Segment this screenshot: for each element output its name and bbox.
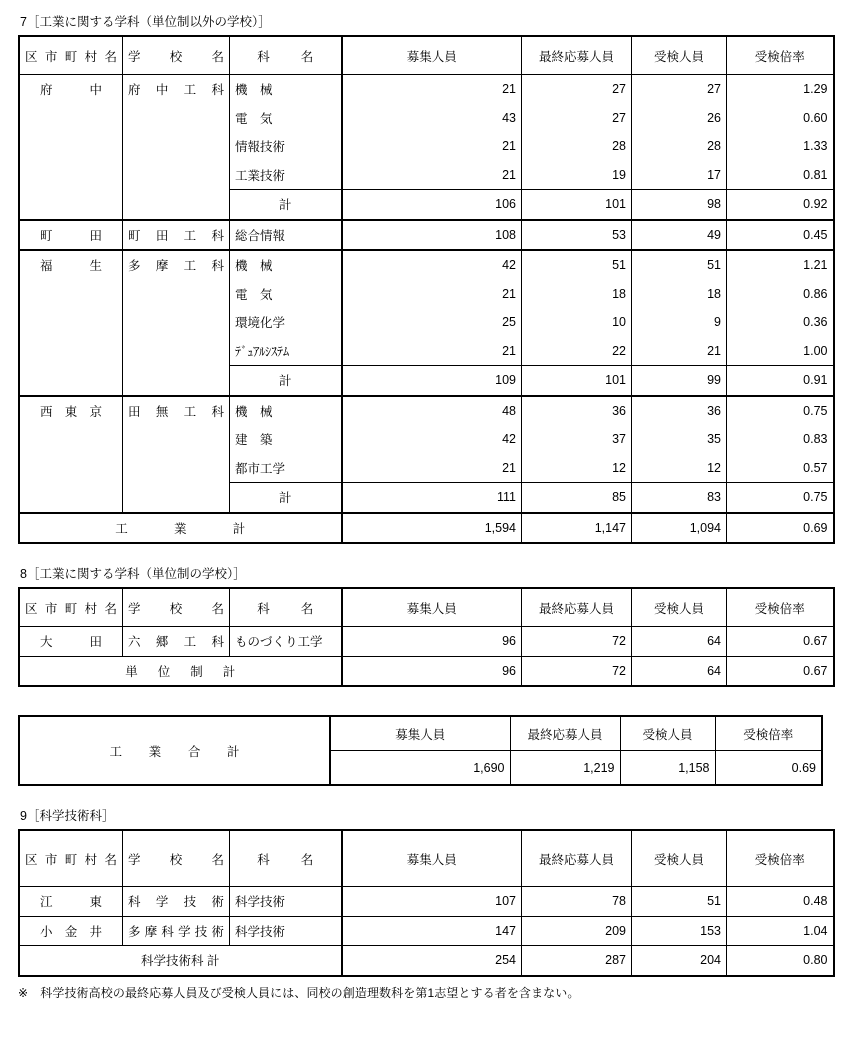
table-row	[19, 887, 834, 917]
cell-ratio: 0.67	[727, 656, 834, 686]
cell-capacity: 42	[342, 425, 522, 454]
cell-examinees: 64	[632, 656, 727, 686]
cell-capacity: 109	[342, 366, 522, 396]
cell-applicants: 53	[522, 220, 632, 251]
cell-examinees: 204	[632, 946, 727, 976]
cell-capacity: 1,594	[342, 513, 522, 544]
cell-ratio: 0.69	[727, 513, 834, 544]
header-capacity: 募集人員	[342, 36, 522, 75]
cell-applicants: 101	[522, 366, 632, 396]
cell-course-total: 計	[230, 190, 342, 220]
header-applicants: 最終応募人員	[522, 588, 632, 627]
cell-ratio: 0.60	[727, 104, 834, 133]
table-row	[19, 75, 834, 104]
cell-ratio: 0.86	[727, 280, 834, 309]
cell-examinees: 1,158	[620, 751, 715, 786]
cell-examinees: 98	[632, 190, 727, 220]
cell-ratio: 0.36	[727, 308, 834, 337]
cell-applicants: 1,147	[522, 513, 632, 544]
cell-course: 科学技術	[230, 916, 342, 946]
cell-capacity: 42	[342, 250, 522, 280]
header-ratio: 受検倍率	[727, 36, 834, 75]
cell-applicants: 27	[522, 75, 632, 104]
table-row-total	[19, 656, 834, 686]
cell-ratio: 0.83	[727, 425, 834, 454]
header-school: 学 校 名	[123, 36, 230, 75]
header-applicants: 最終応募人員	[522, 36, 632, 75]
cell-ratio: 1.00	[727, 337, 834, 366]
header-examinees: 受検人員	[632, 588, 727, 627]
section-8-title: 8［工業に関する学科（単位制の学校）］	[20, 567, 246, 581]
cell-applicants: 18	[522, 280, 632, 309]
cell-examinees: 51	[632, 250, 727, 280]
cell-school: 町 田 工 科	[123, 220, 230, 251]
header-municipality: 区市町村名	[19, 36, 123, 75]
cell-ratio: 0.48	[727, 887, 834, 917]
cell-examinees: 27	[632, 75, 727, 104]
cell-capacity: 1,690	[330, 751, 510, 786]
cell-course: 電 気	[230, 280, 342, 309]
cell-capacity: 108	[342, 220, 522, 251]
cell-course: 建 築	[230, 425, 342, 454]
header-course: 科 名	[230, 830, 342, 887]
cell-municipality: 江 東	[19, 887, 123, 917]
cell-ratio: 1.29	[727, 75, 834, 104]
header-school: 学 校 名	[123, 830, 230, 887]
cell-ratio: 1.04	[727, 916, 834, 946]
cell-ratio: 0.80	[727, 946, 834, 976]
cell-applicants: 36	[522, 396, 632, 426]
cell-examinees: 28	[632, 132, 727, 161]
cell-capacity: 21	[342, 337, 522, 366]
cell-examinees: 18	[632, 280, 727, 309]
section-9-table	[18, 829, 835, 977]
table-row	[19, 250, 834, 280]
cell-ratio: 0.69	[715, 751, 822, 786]
cell-course: 機 械	[230, 250, 342, 280]
cell-examinees: 36	[632, 396, 727, 426]
header-ratio: 受検倍率	[715, 716, 822, 751]
cell-capacity: 21	[342, 161, 522, 190]
cell-applicants: 287	[522, 946, 632, 976]
cell-ratio: 0.91	[727, 366, 834, 396]
cell-municipality: 府 中	[19, 75, 123, 220]
cell-course-total: 計	[230, 483, 342, 513]
section-7-table	[18, 35, 835, 544]
cell-course: 総合情報	[230, 220, 342, 251]
cell-examinees: 21	[632, 337, 727, 366]
cell-applicants: 72	[522, 656, 632, 686]
cell-municipality: 福 生	[19, 250, 123, 396]
cell-industrial-total-label: 工 業 合 計	[19, 716, 330, 785]
cell-school: 多 摩 工 科	[123, 250, 230, 396]
cell-examinees: 153	[632, 916, 727, 946]
cell-ratio: 0.75	[727, 483, 834, 513]
cell-school: 六 郷 工 科	[123, 627, 230, 657]
cell-ratio: 0.92	[727, 190, 834, 220]
table-header-row	[19, 830, 834, 887]
table-row-grandtotal	[19, 513, 834, 544]
cell-school: 府 中 工 科	[123, 75, 230, 220]
cell-course: 機 械	[230, 75, 342, 104]
cell-ratio: 1.21	[727, 250, 834, 280]
cell-examinees: 64	[632, 627, 727, 657]
cell-applicants: 51	[522, 250, 632, 280]
cell-course: 科学技術	[230, 887, 342, 917]
table-header-row	[19, 588, 834, 627]
table-row	[19, 627, 834, 657]
cell-applicants: 85	[522, 483, 632, 513]
cell-municipality: 大 田	[19, 627, 123, 657]
cell-ratio: 0.75	[727, 396, 834, 426]
cell-applicants: 78	[522, 887, 632, 917]
cell-examinees: 1,094	[632, 513, 727, 544]
header-examinees: 受検人員	[620, 716, 715, 751]
table-row	[19, 396, 834, 426]
cell-examinees: 49	[632, 220, 727, 251]
cell-capacity: 21	[342, 132, 522, 161]
cell-capacity: 43	[342, 104, 522, 133]
cell-grandtotal-label: 工 業 計	[19, 513, 342, 544]
cell-applicants: 1,219	[510, 751, 620, 786]
cell-capacity: 21	[342, 75, 522, 104]
cell-examinees: 26	[632, 104, 727, 133]
cell-school: 田 無 工 科	[123, 396, 230, 513]
cell-examinees: 9	[632, 308, 727, 337]
cell-course: 電 気	[230, 104, 342, 133]
header-examinees: 受検人員	[632, 830, 727, 887]
cell-school: 科 学 技 術	[123, 887, 230, 917]
cell-applicants: 12	[522, 454, 632, 483]
cell-applicants: 19	[522, 161, 632, 190]
cell-course: 工業技術	[230, 161, 342, 190]
cell-examinees: 83	[632, 483, 727, 513]
cell-total-label: 科学技術科 計	[19, 946, 342, 976]
cell-school: 多 摩 科 学 技 術	[123, 916, 230, 946]
cell-applicants: 27	[522, 104, 632, 133]
cell-capacity: 96	[342, 627, 522, 657]
industrial-total-table	[18, 715, 823, 786]
cell-course: 機 械	[230, 396, 342, 426]
cell-capacity: 25	[342, 308, 522, 337]
cell-applicants: 22	[522, 337, 632, 366]
cell-ratio: 0.57	[727, 454, 834, 483]
cell-examinees: 17	[632, 161, 727, 190]
cell-course: 都市工学	[230, 454, 342, 483]
table-row	[19, 916, 834, 946]
cell-applicants: 28	[522, 132, 632, 161]
cell-capacity: 48	[342, 396, 522, 426]
section-8-table	[18, 587, 835, 687]
cell-capacity: 254	[342, 946, 522, 976]
cell-municipality: 町 田	[19, 220, 123, 251]
header-capacity: 募集人員	[330, 716, 510, 751]
section-9-title: 9［科学技術科］	[20, 809, 115, 823]
cell-municipality: 西東京	[19, 396, 123, 513]
cell-ratio: 0.67	[727, 627, 834, 657]
cell-capacity: 147	[342, 916, 522, 946]
footnote: ※ 科学技術高校の最終応募人員及び受検人員には、同校の創造理数科を第1志望とする者を含まない。	[18, 985, 580, 1000]
section-7-title: 7［工業に関する学科（単位制以外の学校）］	[20, 15, 271, 29]
cell-examinees: 35	[632, 425, 727, 454]
cell-ratio: 1.33	[727, 132, 834, 161]
cell-capacity: 107	[342, 887, 522, 917]
cell-examinees: 51	[632, 887, 727, 917]
header-course: 科 名	[230, 36, 342, 75]
header-school: 学 校 名	[123, 588, 230, 627]
header-municipality: 区市町村名	[19, 588, 123, 627]
cell-course: 環境化学	[230, 308, 342, 337]
table-row	[19, 220, 834, 251]
cell-capacity: 106	[342, 190, 522, 220]
header-capacity: 募集人員	[342, 830, 522, 887]
cell-municipality: 小金井	[19, 916, 123, 946]
header-ratio: 受検倍率	[727, 588, 834, 627]
header-capacity: 募集人員	[342, 588, 522, 627]
cell-total-label: 単 位 制 計	[19, 656, 342, 686]
cell-capacity: 21	[342, 280, 522, 309]
header-applicants: 最終応募人員	[522, 830, 632, 887]
cell-applicants: 209	[522, 916, 632, 946]
cell-applicants: 37	[522, 425, 632, 454]
header-examinees: 受検人員	[632, 36, 727, 75]
cell-course: 情報技術	[230, 132, 342, 161]
cell-capacity: 21	[342, 454, 522, 483]
cell-capacity: 96	[342, 656, 522, 686]
table-header-row	[19, 36, 834, 75]
cell-examinees: 12	[632, 454, 727, 483]
header-municipality: 区市町村名	[19, 830, 123, 887]
cell-course: ものづくり工学	[230, 627, 342, 657]
header-course: 科 名	[230, 588, 342, 627]
cell-applicants: 10	[522, 308, 632, 337]
cell-applicants: 101	[522, 190, 632, 220]
cell-capacity: 111	[342, 483, 522, 513]
table-row-total	[19, 946, 834, 976]
cell-course-total: 計	[230, 366, 342, 396]
cell-course: ﾃﾞｭｱﾙｼｽﾃﾑ	[230, 337, 342, 366]
cell-ratio: 0.45	[727, 220, 834, 251]
header-ratio: 受検倍率	[727, 830, 834, 887]
cell-examinees: 99	[632, 366, 727, 396]
cell-ratio: 0.81	[727, 161, 834, 190]
cell-applicants: 72	[522, 627, 632, 657]
table-header-row	[19, 716, 822, 751]
header-applicants: 最終応募人員	[510, 716, 620, 751]
